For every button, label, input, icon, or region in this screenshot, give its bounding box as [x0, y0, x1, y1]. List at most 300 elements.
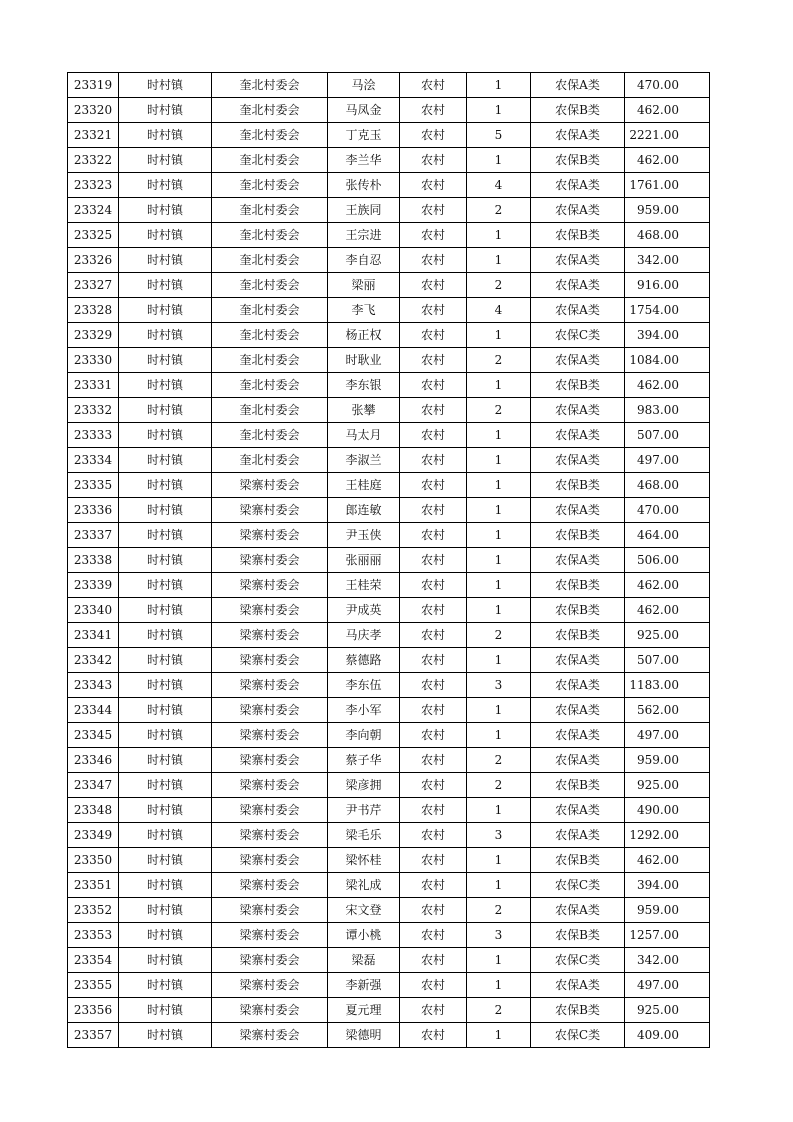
town-cell: 时村镇	[119, 773, 212, 798]
insurance-type-cell: 农保B类	[531, 573, 625, 598]
area-type-cell: 农村	[400, 898, 467, 923]
insurance-type-cell: 农保C类	[531, 873, 625, 898]
household-count-cell: 2	[467, 198, 531, 223]
town-cell: 时村镇	[119, 798, 212, 823]
insurance-type-cell: 农保A类	[531, 823, 625, 848]
insurance-type-cell: 农保B类	[531, 848, 625, 873]
amount-cell: 497.00	[625, 448, 710, 473]
name-cell: 谭小桃	[328, 923, 400, 948]
record-id-cell: 23345	[68, 723, 119, 748]
area-type-cell: 农村	[400, 948, 467, 973]
household-count-cell: 1	[467, 148, 531, 173]
record-id-cell: 23352	[68, 898, 119, 923]
household-count-cell: 1	[467, 948, 531, 973]
household-count-cell: 1	[467, 648, 531, 673]
name-cell: 张攀	[328, 398, 400, 423]
amount-cell: 1084.00	[625, 348, 710, 373]
household-count-cell: 2	[467, 898, 531, 923]
village-committee-cell: 奎北村委会	[212, 173, 328, 198]
name-cell: 杨正权	[328, 323, 400, 348]
area-type-cell: 农村	[400, 823, 467, 848]
table-row	[68, 573, 710, 598]
area-type-cell: 农村	[400, 273, 467, 298]
household-count-cell: 1	[467, 573, 531, 598]
amount-cell: 342.00	[625, 248, 710, 273]
name-cell: 张丽丽	[328, 548, 400, 573]
area-type-cell: 农村	[400, 348, 467, 373]
area-type-cell: 农村	[400, 173, 467, 198]
insurance-type-cell: 农保A类	[531, 298, 625, 323]
insurance-type-cell: 农保A类	[531, 123, 625, 148]
name-cell: 马凤金	[328, 98, 400, 123]
insurance-type-cell: 农保B类	[531, 773, 625, 798]
table-row	[68, 373, 710, 398]
record-id-cell: 23342	[68, 648, 119, 673]
amount-cell: 925.00	[625, 998, 710, 1023]
area-type-cell: 农村	[400, 623, 467, 648]
area-type-cell: 农村	[400, 598, 467, 623]
table-row	[68, 273, 710, 298]
town-cell: 时村镇	[119, 498, 212, 523]
table-row	[68, 398, 710, 423]
area-type-cell: 农村	[400, 423, 467, 448]
town-cell: 时村镇	[119, 248, 212, 273]
name-cell: 马庆孝	[328, 623, 400, 648]
village-committee-cell: 奎北村委会	[212, 448, 328, 473]
table-row	[68, 848, 710, 873]
area-type-cell: 农村	[400, 698, 467, 723]
insurance-type-cell: 农保A类	[531, 273, 625, 298]
insurance-type-cell: 农保A类	[531, 898, 625, 923]
name-cell: 李向朝	[328, 723, 400, 748]
village-committee-cell: 奎北村委会	[212, 148, 328, 173]
household-count-cell: 1	[467, 848, 531, 873]
table-row	[68, 423, 710, 448]
village-committee-cell: 梁寨村委会	[212, 648, 328, 673]
area-type-cell: 农村	[400, 373, 467, 398]
village-committee-cell: 梁寨村委会	[212, 523, 328, 548]
area-type-cell: 农村	[400, 923, 467, 948]
amount-cell: 507.00	[625, 423, 710, 448]
area-type-cell: 农村	[400, 998, 467, 1023]
record-id-cell: 23324	[68, 198, 119, 223]
village-committee-cell: 梁寨村委会	[212, 998, 328, 1023]
town-cell: 时村镇	[119, 973, 212, 998]
record-id-cell: 23343	[68, 673, 119, 698]
town-cell: 时村镇	[119, 598, 212, 623]
amount-cell: 1257.00	[625, 923, 710, 948]
village-committee-cell: 梁寨村委会	[212, 948, 328, 973]
amount-cell: 468.00	[625, 223, 710, 248]
table-row	[68, 748, 710, 773]
name-cell: 李飞	[328, 298, 400, 323]
area-type-cell: 农村	[400, 448, 467, 473]
town-cell: 时村镇	[119, 398, 212, 423]
amount-cell: 470.00	[625, 73, 710, 98]
area-type-cell: 农村	[400, 498, 467, 523]
town-cell: 时村镇	[119, 948, 212, 973]
insurance-type-cell: 农保A类	[531, 173, 625, 198]
name-cell: 王桂荣	[328, 573, 400, 598]
amount-cell: 497.00	[625, 723, 710, 748]
name-cell: 夏元理	[328, 998, 400, 1023]
record-id-cell: 23338	[68, 548, 119, 573]
household-count-cell: 4	[467, 298, 531, 323]
insurance-type-cell: 农保A类	[531, 548, 625, 573]
table-row	[68, 348, 710, 373]
town-cell: 时村镇	[119, 848, 212, 873]
insurance-type-cell: 农保B类	[531, 623, 625, 648]
insurance-type-cell: 农保A类	[531, 723, 625, 748]
insurance-type-cell: 农保C类	[531, 323, 625, 348]
town-cell: 时村镇	[119, 548, 212, 573]
name-cell: 李东银	[328, 373, 400, 398]
table-row	[68, 448, 710, 473]
insurance-type-cell: 农保B类	[531, 148, 625, 173]
amount-cell: 916.00	[625, 273, 710, 298]
name-cell: 马浍	[328, 73, 400, 98]
name-cell: 郎连敏	[328, 498, 400, 523]
table-row	[68, 648, 710, 673]
insurance-type-cell: 农保B类	[531, 473, 625, 498]
name-cell: 梁德明	[328, 1023, 400, 1048]
village-committee-cell: 奎北村委会	[212, 423, 328, 448]
town-cell: 时村镇	[119, 523, 212, 548]
table-row	[68, 973, 710, 998]
household-count-cell: 2	[467, 998, 531, 1023]
village-committee-cell: 奎北村委会	[212, 398, 328, 423]
name-cell: 李新强	[328, 973, 400, 998]
table-row	[68, 498, 710, 523]
insurance-type-cell: 农保A类	[531, 648, 625, 673]
amount-cell: 490.00	[625, 798, 710, 823]
household-count-cell: 2	[467, 348, 531, 373]
amount-cell: 925.00	[625, 623, 710, 648]
name-cell: 王桂庭	[328, 473, 400, 498]
table-row	[68, 223, 710, 248]
village-committee-cell: 梁寨村委会	[212, 1023, 328, 1048]
record-id-cell: 23356	[68, 998, 119, 1023]
village-committee-cell: 奎北村委会	[212, 248, 328, 273]
household-count-cell: 2	[467, 773, 531, 798]
table-row	[68, 698, 710, 723]
village-committee-cell: 奎北村委会	[212, 73, 328, 98]
name-cell: 时耿业	[328, 348, 400, 373]
name-cell: 李淑兰	[328, 448, 400, 473]
insurance-type-cell: 农保A类	[531, 498, 625, 523]
name-cell: 李东伍	[328, 673, 400, 698]
village-committee-cell: 梁寨村委会	[212, 873, 328, 898]
record-id-cell: 23332	[68, 398, 119, 423]
town-cell: 时村镇	[119, 348, 212, 373]
village-committee-cell: 奎北村委会	[212, 273, 328, 298]
area-type-cell: 农村	[400, 123, 467, 148]
area-type-cell: 农村	[400, 548, 467, 573]
table-row	[68, 723, 710, 748]
household-count-cell: 1	[467, 798, 531, 823]
household-count-cell: 1	[467, 98, 531, 123]
insurance-type-cell: 农保A类	[531, 673, 625, 698]
town-cell: 时村镇	[119, 923, 212, 948]
amount-cell: 959.00	[625, 898, 710, 923]
area-type-cell: 农村	[400, 523, 467, 548]
record-id-cell: 23325	[68, 223, 119, 248]
table-row	[68, 673, 710, 698]
town-cell: 时村镇	[119, 898, 212, 923]
name-cell: 梁磊	[328, 948, 400, 973]
village-committee-cell: 梁寨村委会	[212, 473, 328, 498]
name-cell: 蔡德路	[328, 648, 400, 673]
table-row	[68, 323, 710, 348]
town-cell: 时村镇	[119, 873, 212, 898]
town-cell: 时村镇	[119, 173, 212, 198]
town-cell: 时村镇	[119, 73, 212, 98]
amount-cell: 394.00	[625, 323, 710, 348]
town-cell: 时村镇	[119, 698, 212, 723]
table-row	[68, 823, 710, 848]
household-count-cell: 2	[467, 748, 531, 773]
village-committee-cell: 奎北村委会	[212, 348, 328, 373]
record-id-cell: 23347	[68, 773, 119, 798]
table-row	[68, 623, 710, 648]
amount-cell: 983.00	[625, 398, 710, 423]
insurance-type-cell: 农保B类	[531, 998, 625, 1023]
insurance-type-cell: 农保B类	[531, 923, 625, 948]
record-id-cell: 23323	[68, 173, 119, 198]
household-count-cell: 1	[467, 973, 531, 998]
name-cell: 尹玉侠	[328, 523, 400, 548]
record-id-cell: 23348	[68, 798, 119, 823]
record-id-cell: 23336	[68, 498, 119, 523]
insurance-type-cell: 农保A类	[531, 698, 625, 723]
village-committee-cell: 梁寨村委会	[212, 823, 328, 848]
village-committee-cell: 梁寨村委会	[212, 598, 328, 623]
household-count-cell: 1	[467, 598, 531, 623]
amount-cell: 409.00	[625, 1023, 710, 1048]
household-count-cell: 1	[467, 373, 531, 398]
name-cell: 李自忍	[328, 248, 400, 273]
village-committee-cell: 梁寨村委会	[212, 498, 328, 523]
household-count-cell: 1	[467, 698, 531, 723]
table-row	[68, 548, 710, 573]
village-committee-cell: 梁寨村委会	[212, 848, 328, 873]
table-row	[68, 998, 710, 1023]
insurance-type-cell: 农保C类	[531, 1023, 625, 1048]
amount-cell: 2221.00	[625, 123, 710, 148]
record-id-cell: 23328	[68, 298, 119, 323]
insurance-type-cell: 农保A类	[531, 398, 625, 423]
table-row	[68, 1023, 710, 1048]
table-row	[68, 248, 710, 273]
record-id-cell: 23331	[68, 373, 119, 398]
table-row	[68, 773, 710, 798]
village-committee-cell: 奎北村委会	[212, 298, 328, 323]
record-id-cell: 23339	[68, 573, 119, 598]
name-cell: 尹成英	[328, 598, 400, 623]
amount-cell: 507.00	[625, 648, 710, 673]
record-id-cell: 23335	[68, 473, 119, 498]
record-id-cell: 23322	[68, 148, 119, 173]
record-id-cell: 23354	[68, 948, 119, 973]
household-count-cell: 1	[467, 323, 531, 348]
insurance-type-cell: 农保A类	[531, 423, 625, 448]
area-type-cell: 农村	[400, 248, 467, 273]
town-cell: 时村镇	[119, 223, 212, 248]
village-committee-cell: 梁寨村委会	[212, 798, 328, 823]
town-cell: 时村镇	[119, 623, 212, 648]
town-cell: 时村镇	[119, 1023, 212, 1048]
amount-cell: 562.00	[625, 698, 710, 723]
name-cell: 梁礼成	[328, 873, 400, 898]
town-cell: 时村镇	[119, 723, 212, 748]
area-type-cell: 农村	[400, 973, 467, 998]
table-row	[68, 148, 710, 173]
table-row	[68, 798, 710, 823]
amount-cell: 394.00	[625, 873, 710, 898]
table-row	[68, 523, 710, 548]
amount-cell: 959.00	[625, 198, 710, 223]
record-id-cell: 23333	[68, 423, 119, 448]
amount-cell: 468.00	[625, 473, 710, 498]
household-count-cell: 1	[467, 523, 531, 548]
household-count-cell: 1	[467, 498, 531, 523]
amount-cell: 959.00	[625, 748, 710, 773]
name-cell: 丁克玉	[328, 123, 400, 148]
area-type-cell: 农村	[400, 848, 467, 873]
table-row	[68, 923, 710, 948]
town-cell: 时村镇	[119, 323, 212, 348]
household-count-cell: 3	[467, 673, 531, 698]
records-table	[67, 72, 710, 1048]
town-cell: 时村镇	[119, 998, 212, 1023]
insurance-type-cell: 农保C类	[531, 948, 625, 973]
area-type-cell: 农村	[400, 148, 467, 173]
record-id-cell: 23320	[68, 98, 119, 123]
amount-cell: 462.00	[625, 848, 710, 873]
record-id-cell: 23346	[68, 748, 119, 773]
town-cell: 时村镇	[119, 823, 212, 848]
name-cell: 宋文登	[328, 898, 400, 923]
insurance-type-cell: 农保A类	[531, 973, 625, 998]
table-row	[68, 173, 710, 198]
table-row	[68, 98, 710, 123]
insurance-type-cell: 农保B类	[531, 373, 625, 398]
village-committee-cell: 梁寨村委会	[212, 773, 328, 798]
town-cell: 时村镇	[119, 148, 212, 173]
insurance-type-cell: 农保B类	[531, 598, 625, 623]
village-committee-cell: 梁寨村委会	[212, 698, 328, 723]
amount-cell: 462.00	[625, 98, 710, 123]
area-type-cell: 农村	[400, 298, 467, 323]
record-id-cell: 23327	[68, 273, 119, 298]
amount-cell: 462.00	[625, 148, 710, 173]
town-cell: 时村镇	[119, 98, 212, 123]
amount-cell: 464.00	[625, 523, 710, 548]
record-id-cell: 23329	[68, 323, 119, 348]
household-count-cell: 1	[467, 723, 531, 748]
amount-cell: 1761.00	[625, 173, 710, 198]
village-committee-cell: 梁寨村委会	[212, 573, 328, 598]
table-row	[68, 873, 710, 898]
area-type-cell: 农村	[400, 73, 467, 98]
record-id-cell: 23355	[68, 973, 119, 998]
area-type-cell: 农村	[400, 573, 467, 598]
name-cell: 梁毛乐	[328, 823, 400, 848]
records-table-body	[68, 73, 710, 1048]
record-id-cell: 23334	[68, 448, 119, 473]
household-count-cell: 1	[467, 548, 531, 573]
amount-cell: 1183.00	[625, 673, 710, 698]
village-committee-cell: 梁寨村委会	[212, 673, 328, 698]
amount-cell: 1754.00	[625, 298, 710, 323]
name-cell: 李兰华	[328, 148, 400, 173]
household-count-cell: 1	[467, 473, 531, 498]
village-committee-cell: 梁寨村委会	[212, 923, 328, 948]
insurance-type-cell: 农保A类	[531, 798, 625, 823]
record-id-cell: 23321	[68, 123, 119, 148]
amount-cell: 1292.00	[625, 823, 710, 848]
household-count-cell: 2	[467, 623, 531, 648]
name-cell: 梁彦拥	[328, 773, 400, 798]
town-cell: 时村镇	[119, 473, 212, 498]
area-type-cell: 农村	[400, 473, 467, 498]
amount-cell: 497.00	[625, 973, 710, 998]
area-type-cell: 农村	[400, 748, 467, 773]
town-cell: 时村镇	[119, 298, 212, 323]
name-cell: 李小军	[328, 698, 400, 723]
amount-cell: 925.00	[625, 773, 710, 798]
town-cell: 时村镇	[119, 273, 212, 298]
village-committee-cell: 奎北村委会	[212, 123, 328, 148]
insurance-type-cell: 农保B类	[531, 98, 625, 123]
amount-cell: 462.00	[625, 598, 710, 623]
table-row	[68, 598, 710, 623]
amount-cell: 342.00	[625, 948, 710, 973]
household-count-cell: 5	[467, 123, 531, 148]
insurance-type-cell: 农保A类	[531, 198, 625, 223]
village-committee-cell: 梁寨村委会	[212, 973, 328, 998]
town-cell: 时村镇	[119, 573, 212, 598]
name-cell: 王宗进	[328, 223, 400, 248]
village-committee-cell: 梁寨村委会	[212, 623, 328, 648]
insurance-type-cell: 农保A类	[531, 73, 625, 98]
record-id-cell: 23344	[68, 698, 119, 723]
table-row	[68, 948, 710, 973]
town-cell: 时村镇	[119, 648, 212, 673]
amount-cell: 462.00	[625, 573, 710, 598]
name-cell: 马太月	[328, 423, 400, 448]
village-committee-cell: 奎北村委会	[212, 98, 328, 123]
table-row	[68, 898, 710, 923]
village-committee-cell: 奎北村委会	[212, 323, 328, 348]
record-id-cell: 23341	[68, 623, 119, 648]
insurance-type-cell: 农保A类	[531, 448, 625, 473]
amount-cell: 470.00	[625, 498, 710, 523]
name-cell: 尹书芹	[328, 798, 400, 823]
record-id-cell: 23349	[68, 823, 119, 848]
area-type-cell: 农村	[400, 673, 467, 698]
area-type-cell: 农村	[400, 723, 467, 748]
area-type-cell: 农村	[400, 1023, 467, 1048]
household-count-cell: 3	[467, 823, 531, 848]
record-id-cell: 23319	[68, 73, 119, 98]
town-cell: 时村镇	[119, 123, 212, 148]
area-type-cell: 农村	[400, 648, 467, 673]
household-count-cell: 4	[467, 173, 531, 198]
record-id-cell: 23337	[68, 523, 119, 548]
name-cell: 梁丽	[328, 273, 400, 298]
record-id-cell: 23340	[68, 598, 119, 623]
